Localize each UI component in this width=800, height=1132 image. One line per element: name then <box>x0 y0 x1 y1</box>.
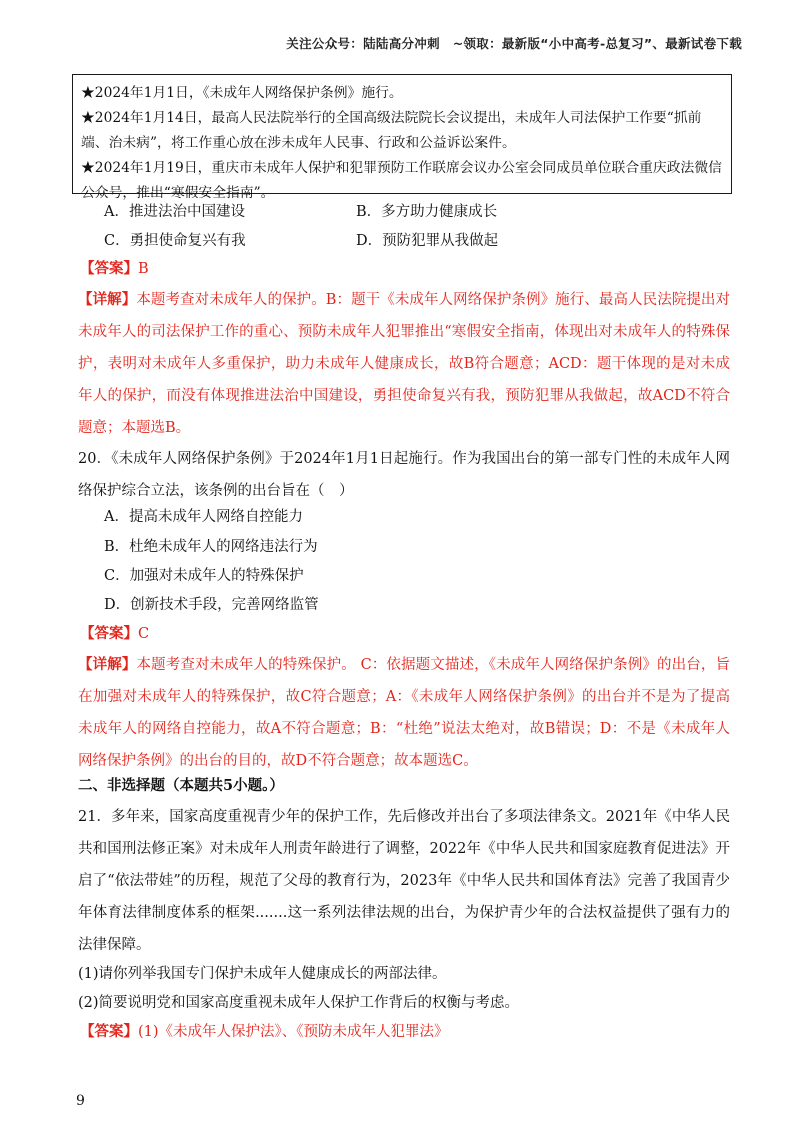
answer-tag: 【答案】 <box>80 260 138 277</box>
q19-option-c: C．勇担使命复兴有我 <box>104 233 246 249</box>
material-item: ★2024年1月19日，重庆市未成年人保护和犯罪预防工作联席会议办公室会同成员单位联合重庆政法微信公众号，推出“寒假安全指南”。 <box>81 160 722 201</box>
answer-tag: 【答案】 <box>80 1023 138 1040</box>
q19-option-d: D．预防犯罪从我做起 <box>356 233 499 249</box>
q21-subquestion-2: (2)简要说明党和国家高度重视未成年人保护工作背后的权衡与考虑。 <box>78 995 520 1011</box>
answer-value: B <box>138 261 149 277</box>
material-item: ★2024年1月1日，《未成年人网络保护条例》施行。 <box>81 85 403 101</box>
answer-value: C <box>138 626 150 642</box>
q19-answer <box>80 254 149 284</box>
q20-option-d: D．创新技术手段，完善网络监管 <box>104 597 319 613</box>
explain-tag: 【详解】 <box>78 291 137 308</box>
q20-answer <box>80 619 149 649</box>
q20-stem: 20．《未成年人网络保护条例》于2024年1月1日起施行。作为我国出台的第一部专门性的未成年人网络保护综合立法，该条例的出台旨在（ ） <box>78 451 730 499</box>
material-box <box>72 74 732 201</box>
answer-value: (1)《未成年人保护法》、《预防未成年人犯罪法》 <box>138 1024 449 1040</box>
answer-tag: 【答案】 <box>80 625 138 642</box>
section-title: 二、非选择题（本题共5小题。） <box>78 777 284 794</box>
q19-option-a: A．推进法治中国建设 <box>104 204 245 220</box>
q21-stem: 21．多年来，国家高度重视青少年的保护工作，先后修改并出台了多项法律条文。2021年《中华人民共和国刑法修正案》对未成年人刑责年龄进行了调整，2022年《中华人民共和国家庭教育促进法》开启了“依法带娃”的历程，规范了父母的教育行为，2023年《中华人民共和国体育法》完善了我国青少年体育法律制度体系的框架.......这一系列法律法规的出台，为保护青少年的合法权益提供了强有力的法律保障。 <box>78 809 730 953</box>
page-header: 关注公众号：陆陆高分冲刺 ~领取：最新版“小中高考-总复习”、最新试卷下载 <box>286 36 742 51</box>
q20-explanation <box>78 649 730 777</box>
q21-subquestion-1: (1)请你列举我国专门保护未成年人健康成长的两部法律。 <box>78 966 447 982</box>
q19-option-b: B．多方助力健康成长 <box>356 204 498 220</box>
explain-text: 本题考查对未成年人的特殊保护。 C：依据题文描述，《未成年人网络保护条例》的出台，旨在加强对未成年人的特殊保护，故C符合题意；A：《未成年人网络保护条例》的出台并不是为了提高未成年人的网络自控能力，故A不符合题意；B：“杜绝”说法太绝对，故B错误；D：不是《未成年人网络保护条例》的出台的目的，故D不符合题意；故本题选C。 <box>78 657 731 769</box>
q21-answer <box>80 1017 449 1047</box>
q19-explanation <box>78 284 730 444</box>
q20-option-a: A．提高未成年人网络自控能力 <box>104 509 303 525</box>
material-item: ★2024年1月14日，最高人民法院举行的全国高级法院院长会议提出，未成年人司法保护工作要“抓前端、治未病”，将工作重心放在涉未成年人民事、行政和公益诉讼案件。 <box>81 110 702 151</box>
q20-option-c: C．加强对未成年人的特殊保护 <box>104 568 304 584</box>
q20-option-b: B．杜绝未成年人的网络违法行为 <box>104 539 318 555</box>
page-number: 9 <box>76 1093 85 1109</box>
explain-text: 本题考查对未成年人的保护。B：题干《未成年人网络保护条例》施行、最高人民法院提出对未成年人的司法保护工作的重心、预防未成年人犯罪推出“寒假安全指南，体现出对未成年人的特殊保护，表明对未成年人多重保护，助力未成年人健康成长，故B符合题意；ACD：题干体现的是对未成年人的保护，而没有体现推进法治中国建设，勇担使命复兴有我，预防犯罪从我做起，故ACD不符合题意；本题选B。 <box>78 292 731 436</box>
explain-tag: 【详解】 <box>78 656 137 673</box>
